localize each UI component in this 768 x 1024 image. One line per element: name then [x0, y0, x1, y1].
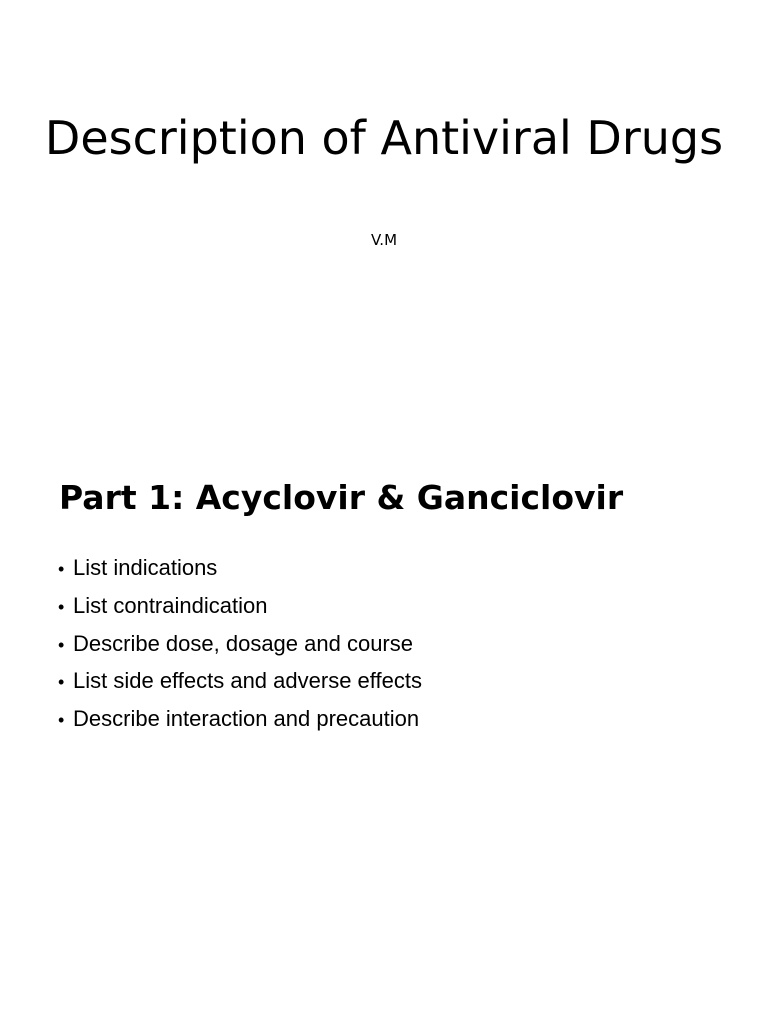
- list-item: [58, 550, 422, 588]
- bullet-list: [58, 550, 422, 739]
- content-slide: [0, 420, 768, 1024]
- bullet-icon: •: [58, 672, 65, 693]
- list-item-text: List side effects and adverse effects: [73, 668, 422, 694]
- list-item: [58, 626, 422, 664]
- bullet-icon: •: [58, 596, 65, 617]
- bullet-icon: •: [58, 559, 65, 579]
- list-item: [58, 588, 422, 626]
- list-item: [58, 663, 422, 701]
- section-heading: Part 1: Acyclovir & Ganciclovir: [59, 478, 624, 517]
- list-item-text: Describe interaction and precaution: [73, 706, 420, 732]
- slide-subtitle: V.M: [370, 231, 398, 249]
- list-item-text: List indications: [73, 555, 218, 580]
- title-slide: [0, 0, 768, 420]
- bullet-icon: •: [58, 634, 65, 655]
- slide-title: Description of Antiviral Drugs: [44, 111, 724, 165]
- list-item-text: Describe dose, dosage and course: [73, 630, 413, 656]
- list-item: [58, 701, 422, 739]
- list-item-text: List contraindication: [73, 592, 268, 618]
- bullet-icon: •: [58, 710, 65, 731]
